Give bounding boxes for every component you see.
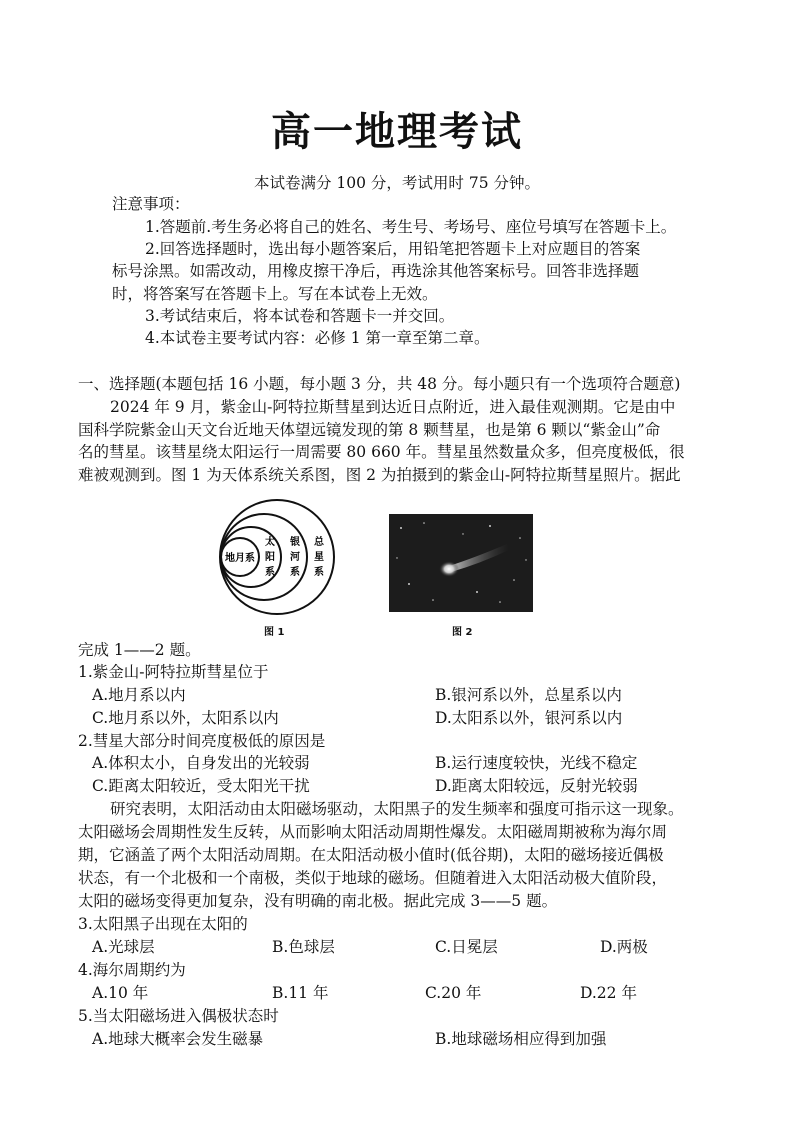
earth-moon-label: 地月系 xyxy=(225,553,255,564)
question-2-stem: 2.彗星大部分时间亮度极低的原因是 xyxy=(78,732,326,750)
galaxy-label: 银 xyxy=(290,537,300,548)
question-4-option-d: D.22 年 xyxy=(580,984,637,1002)
passage2-line: 太阳的磁场变得更加复杂，没有明确的南北极。据此完成 3——5 题。 xyxy=(78,892,558,910)
passage1-line: 名的彗星。该彗星绕太阳运行一周需要 80 660 年。彗星虽然数量众多，但亮度极低，很 xyxy=(78,443,685,461)
note-line: 4.本试卷主要考试内容：必修 1 第一章至第二章。 xyxy=(145,329,490,347)
galaxy-label: 系 xyxy=(290,567,300,578)
galaxy-label: 河 xyxy=(290,552,300,563)
question-1-option-b: B.银河系以外，总星系以内 xyxy=(435,686,622,704)
passage2-line: 太阳磁场会周期性发生反转，从而影响太阳活动周期性爆发。太阳磁周期被称为海尔周 xyxy=(78,823,668,841)
question-3-option-d: D.两极 xyxy=(600,938,648,956)
question-1-option-c: C.地月系以外，太阳系以内 xyxy=(92,709,279,727)
passage2-line: 状态，有一个北极和一个南极，类似于地球的磁场。但随着进入太阳活动极大值阶段， xyxy=(78,869,668,887)
question-3-option-b: B.色球层 xyxy=(272,938,335,956)
passage2-line: 研究表明，太阳活动由太阳磁场驱动，太阳黑子的发生频率和强度可指示这一现象。 xyxy=(110,800,684,818)
comet-photo xyxy=(389,514,533,612)
total-label: 系 xyxy=(314,567,324,578)
comet-head xyxy=(439,561,459,577)
question-3-option-a: A.光球层 xyxy=(92,938,155,956)
note-line: 3.考试结束后，将本试卷和答题卡一并交回。 xyxy=(145,307,455,325)
question-2-option-d: D.距离太阳较远，反射光较弱 xyxy=(435,777,638,795)
solar-label: 系 xyxy=(265,567,275,578)
question-1-stem: 1.紫金山-阿特拉斯彗星位于 xyxy=(78,663,269,681)
passage1-line: 完成 1——2 题。 xyxy=(78,641,201,659)
passage1-line: 国科学院紫金山天文台近地天体望远镜发现的第 8 颗彗星，也是第 6 颗以“紫金山”命 xyxy=(78,421,661,439)
note-line: 1.答题前.考生务必将自己的姓名、考生号、考场号、座位号填写在答题卡上。 xyxy=(145,218,677,236)
question-1-option-d: D.太阳系以外，银河系以内 xyxy=(435,709,623,727)
question-4-option-c: C.20 年 xyxy=(425,984,482,1002)
solar-label: 太 xyxy=(265,537,275,548)
passage1-line: 难被观测到。图 1 为天体系统关系图，图 2 为拍摄到的紫金山-阿特拉斯彗星照片。据此 xyxy=(78,466,681,484)
solar-label: 阳 xyxy=(265,552,275,563)
question-3-stem: 3.太阳黑子出现在太阳的 xyxy=(78,915,248,933)
celestial-system-diagram xyxy=(218,498,336,616)
passage1-line: 2024 年 9 月，紫金山-阿特拉斯彗星到达近日点附近，进入最佳观测期。它是由中 xyxy=(110,398,676,416)
question-2-option-c: C.距离太阳较近，受太阳光干扰 xyxy=(92,777,310,795)
note-line: 2.回答选择题时，选出每小题答案后，用铅笔把答题卡上对应题目的答案 xyxy=(145,240,641,258)
question-5-option-b: B.地球磁场相应得到加强 xyxy=(435,1030,607,1048)
question-3-option-c: C.日冕层 xyxy=(435,938,498,956)
question-5-option-a: A.地球大概率会发生磁暴 xyxy=(92,1030,264,1048)
question-4-option-a: A.10 年 xyxy=(92,984,149,1002)
passage2-line: 期，它涵盖了两个太阳活动周期。在太阳活动极小值时(低谷期)，太阳的磁场接近偶极 xyxy=(78,846,664,864)
note-line: 标号涂黑。如需改动，用橡皮擦干净后，再选涂其他答案标号。回答非选择题 xyxy=(112,262,640,280)
question-2-option-b: B.运行速度较快，光线不稳定 xyxy=(435,754,638,772)
exam-title: 高一地理考试 xyxy=(271,109,523,155)
figure2-caption: 图 2 xyxy=(452,627,473,638)
question-5-stem: 5.当太阳磁场进入偶极状态时 xyxy=(78,1007,279,1025)
total-label: 星 xyxy=(314,552,324,563)
note-line: 时，将答案写在答题卡上。写在本试卷上无效。 xyxy=(112,285,438,303)
total-label: 总 xyxy=(314,537,324,548)
question-1-option-a: A.地月系以内 xyxy=(92,686,186,704)
exam-subtitle: 本试卷满分 100 分，考试用时 75 分钟。 xyxy=(253,174,541,192)
section1-heading: 一、选择题(本题包括 16 小题，每小题 3 分，共 48 分。每小题只有一个选项符合题意) xyxy=(78,375,681,393)
question-2-option-a: A.体积太小，自身发出的光较弱 xyxy=(92,754,310,772)
question-4-stem: 4.海尔周期约为 xyxy=(78,961,186,979)
question-4-option-b: B.11 年 xyxy=(272,984,329,1002)
notes-heading: 注意事项： xyxy=(112,195,190,213)
figure1-caption: 图 1 xyxy=(264,627,285,638)
